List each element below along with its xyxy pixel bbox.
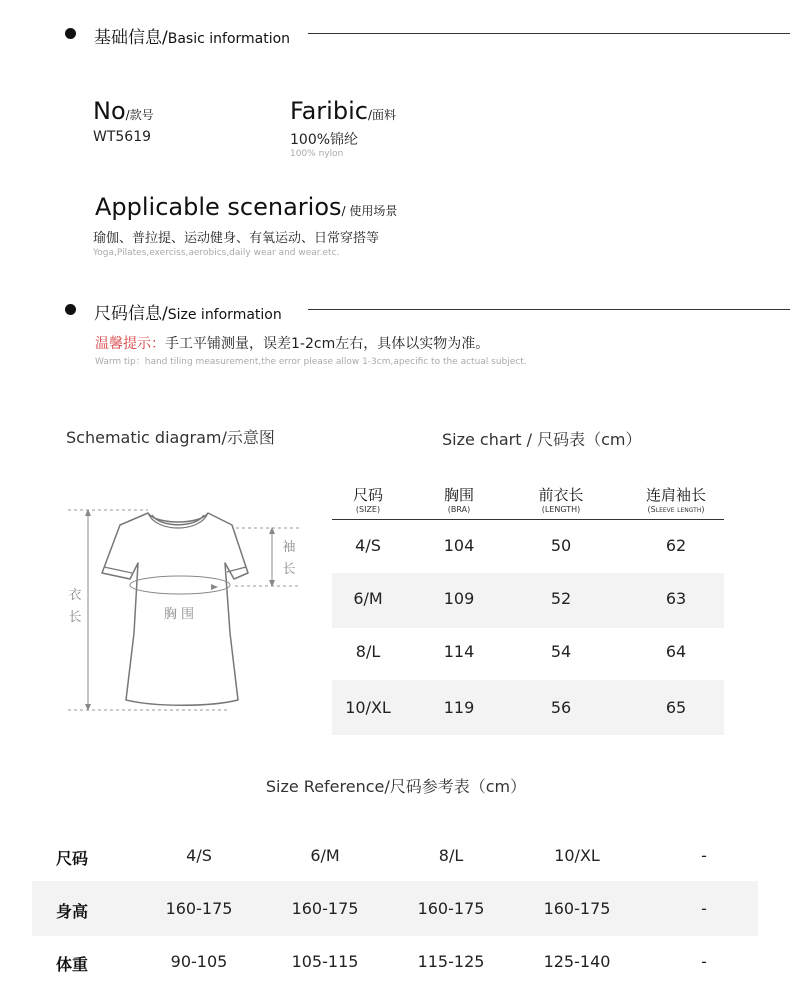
style-no-value: WT5619 (93, 129, 152, 145)
diagram-title: Schematic diagram/示意图 (66, 428, 275, 447)
size-chart-header: 尺码 (SIZE) (352, 486, 384, 514)
size-reference-cell: 160-175 (543, 899, 611, 918)
size-chart-cell: 63 (665, 589, 687, 608)
size-chart-header-rule (332, 519, 724, 520)
size-chart-title: Size chart / 尺码表（cm） (442, 430, 642, 449)
size-reference-row-label: 尺码 (56, 849, 89, 868)
size-chart-cell: 50 (550, 536, 572, 555)
section-rule (308, 33, 790, 34)
size-chart-cell: 10/XL (345, 698, 391, 717)
scenarios-value-en: Yoga,Pilates,exerciss,aerobics,daily wear and wear.etc. (93, 248, 340, 258)
size-reference-cell: 105-115 (291, 952, 359, 971)
style-no-label: No/款号 (93, 97, 154, 125)
size-chart-cell: 64 (665, 642, 687, 661)
diagram-label-sleeve: 袖长 (282, 540, 296, 577)
size-chart-header: 胸围 (BRA) (443, 486, 475, 514)
fabric-label: Faribic/面料 (290, 97, 396, 125)
warm-tip-en: Warm tip：hand tiling measurement,the error please allow 1-3cm,apecific to the actual subject. (95, 357, 527, 367)
size-reference-title: Size Reference/尺码参考表（cm） (265, 777, 527, 796)
size-reference-cell: 90-105 (170, 952, 228, 971)
warm-tip: 温馨提示：手工平铺测量，误差1-2cm左右，具体以实物为准。 (95, 336, 490, 352)
size-reference-row-label: 体重 (56, 955, 89, 974)
size-chart-cell: 52 (550, 589, 572, 608)
scenarios-label: Applicable scenarios/ 使用场景 (95, 193, 398, 221)
size-reference-cell: - (701, 899, 707, 918)
size-reference-cell: 160-175 (165, 899, 233, 918)
size-reference-cell: 8/L (438, 846, 464, 865)
size-reference-cell: 6/M (310, 846, 340, 865)
size-chart-header: 前衣长 (LENGTH) (538, 486, 584, 514)
size-reference-cell: - (701, 846, 707, 865)
size-reference-cell: 125-140 (543, 952, 611, 971)
size-chart-cell: 56 (550, 698, 572, 717)
diagram-label-chest: 胸围 (164, 607, 199, 622)
size-chart-cell: 4/S (355, 536, 381, 555)
size-chart-cell: 62 (665, 536, 687, 555)
size-chart-cell: 114 (443, 642, 475, 661)
section-bullet (65, 28, 76, 39)
size-reference-cell: 4/S (186, 846, 212, 865)
size-reference-cell: 160-175 (291, 899, 359, 918)
scenarios-value: 瑜伽、普拉提、运动健身、有氧运动、日常穿搭等 (93, 231, 380, 246)
size-chart-cell: 104 (443, 536, 475, 555)
size-reference-cell: - (701, 952, 707, 971)
section-rule (308, 309, 790, 310)
size-chart-cell: 65 (665, 698, 687, 717)
size-reference-cell: 115-125 (417, 952, 485, 971)
size-reference-band (32, 881, 758, 936)
size-chart-cell: 54 (550, 642, 572, 661)
section-bullet (65, 304, 76, 315)
size-chart-header: 连肩袖长 (Sleeve length) (645, 486, 707, 514)
size-chart-cell: 109 (443, 589, 475, 608)
size-reference-cell: 160-175 (417, 899, 485, 918)
fabric-value-en: 100% nylon (290, 149, 344, 159)
basic-info-title: 基础信息/Basic information (94, 28, 291, 48)
size-chart-cell: 6/M (353, 589, 383, 608)
size-chart-cell: 8/L (355, 642, 381, 661)
size-reference-cell: 10/XL (554, 846, 600, 865)
diagram-label-length: 衣长 (68, 588, 82, 625)
size-reference-row-label: 身高 (56, 902, 89, 921)
size-info-title: 尺码信息/Size information (94, 304, 282, 324)
fabric-value: 100%锦纶 (290, 132, 359, 148)
size-chart-cell: 119 (443, 698, 475, 717)
